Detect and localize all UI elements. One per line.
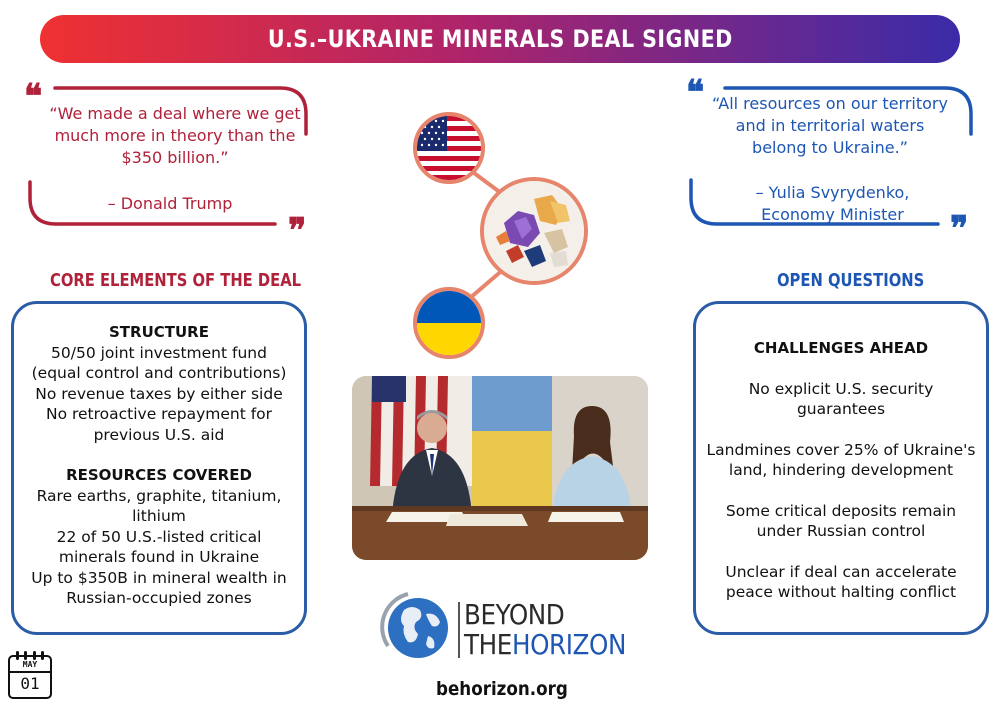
resources-line: lithium bbox=[132, 507, 186, 525]
structure-heading: STRUCTURE bbox=[109, 323, 209, 341]
challenge-line: Unclear if deal can accelerate bbox=[725, 562, 957, 581]
quote-line: and in territorial waters bbox=[735, 116, 925, 135]
quote-line: belong to Ukraine.” bbox=[752, 138, 908, 157]
resources-line: Russian-occupied zones bbox=[66, 589, 252, 607]
brand-logo bbox=[378, 588, 638, 668]
resources-heading: RESOURCES COVERED bbox=[66, 466, 252, 484]
structure-line: No retroactive repayment for bbox=[45, 405, 273, 423]
signing-photo bbox=[352, 376, 648, 560]
quote-attribution: – Donald Trump bbox=[107, 194, 233, 213]
open-quote-icon: ❝ bbox=[686, 73, 705, 113]
structure-line: No revenue taxes by either side bbox=[35, 384, 283, 403]
quote-attribution bbox=[690, 182, 975, 226]
us-flag-circle bbox=[413, 112, 485, 184]
signing-photo-image bbox=[352, 376, 648, 560]
quote-line: much more in theory than the bbox=[54, 126, 296, 145]
logo-divider bbox=[458, 602, 460, 658]
challenge-line: Landmines cover 25% of Ukraine's bbox=[706, 440, 976, 459]
open-questions-content bbox=[696, 338, 986, 603]
page-title: U.S.–UKRAINE MINERALS DEAL SIGNED bbox=[267, 25, 733, 53]
resources-line: minerals found in Ukraine bbox=[58, 548, 260, 566]
svyrydenko-quote bbox=[670, 0, 1000, 250]
structure-line: previous U.S. aid bbox=[93, 425, 225, 444]
resources-line: 22 of 50 U.S.-listed critical bbox=[56, 527, 262, 546]
challenge-line: land, hindering development bbox=[728, 461, 954, 479]
quote-line: “We made a deal where we get bbox=[49, 104, 301, 123]
attribution-line: – Yulia Svyrydenko, bbox=[755, 183, 910, 202]
open-questions-box bbox=[693, 301, 989, 635]
ukraine-flag-icon bbox=[417, 291, 481, 355]
close-quote-icon: ❞ bbox=[950, 209, 969, 249]
quote-line: $350 billion.” bbox=[121, 148, 229, 167]
resources-line: Up to $350B in mineral wealth in bbox=[31, 568, 287, 587]
ukraine-flag-circle bbox=[413, 287, 485, 359]
trump-quote bbox=[0, 0, 340, 250]
minerals-image bbox=[484, 181, 584, 281]
date-day: 01 bbox=[20, 674, 40, 693]
structure-line: 50/50 joint investment fund bbox=[51, 343, 267, 362]
date-month: MAY bbox=[22, 660, 38, 669]
open-questions-title: OPEN QUESTIONS bbox=[777, 270, 925, 291]
date-badge bbox=[7, 650, 53, 700]
core-elements-box bbox=[11, 301, 307, 635]
logo-the-horizon bbox=[464, 630, 642, 660]
open-quote-icon: ❝ bbox=[24, 77, 43, 117]
quote-text bbox=[700, 93, 960, 159]
minerals-circle bbox=[480, 177, 588, 285]
challenge-line: peace without halting conflict bbox=[725, 583, 957, 601]
challenge-line: under Russian control bbox=[756, 522, 926, 540]
logo-the: THE bbox=[464, 628, 512, 661]
challenge-line: Some critical deposits remain bbox=[725, 501, 957, 520]
quote-line: “All resources on our territory bbox=[712, 94, 948, 113]
quote-text bbox=[30, 103, 320, 169]
challenges-heading: CHALLENGES AHEAD bbox=[753, 339, 929, 357]
core-elements-title: CORE ELEMENTS OF THE DEAL bbox=[50, 270, 302, 291]
attribution-line: Economy Minister bbox=[761, 205, 904, 224]
core-elements-content bbox=[14, 322, 304, 609]
logo-horizon: HORIZON bbox=[512, 628, 627, 661]
globe-icon bbox=[378, 588, 454, 664]
close-quote-icon: ❞ bbox=[288, 211, 307, 251]
logo-beyond: BEYOND bbox=[464, 598, 565, 631]
challenge-line: guarantees bbox=[796, 400, 886, 418]
challenge-line: No explicit U.S. security bbox=[748, 379, 934, 398]
resources-line: Rare earths, graphite, titanium, bbox=[36, 486, 282, 505]
structure-line: (equal control and contributions) bbox=[31, 364, 287, 382]
website-url[interactable]: behorizon.org bbox=[436, 678, 568, 700]
us-flag-icon bbox=[417, 116, 481, 180]
